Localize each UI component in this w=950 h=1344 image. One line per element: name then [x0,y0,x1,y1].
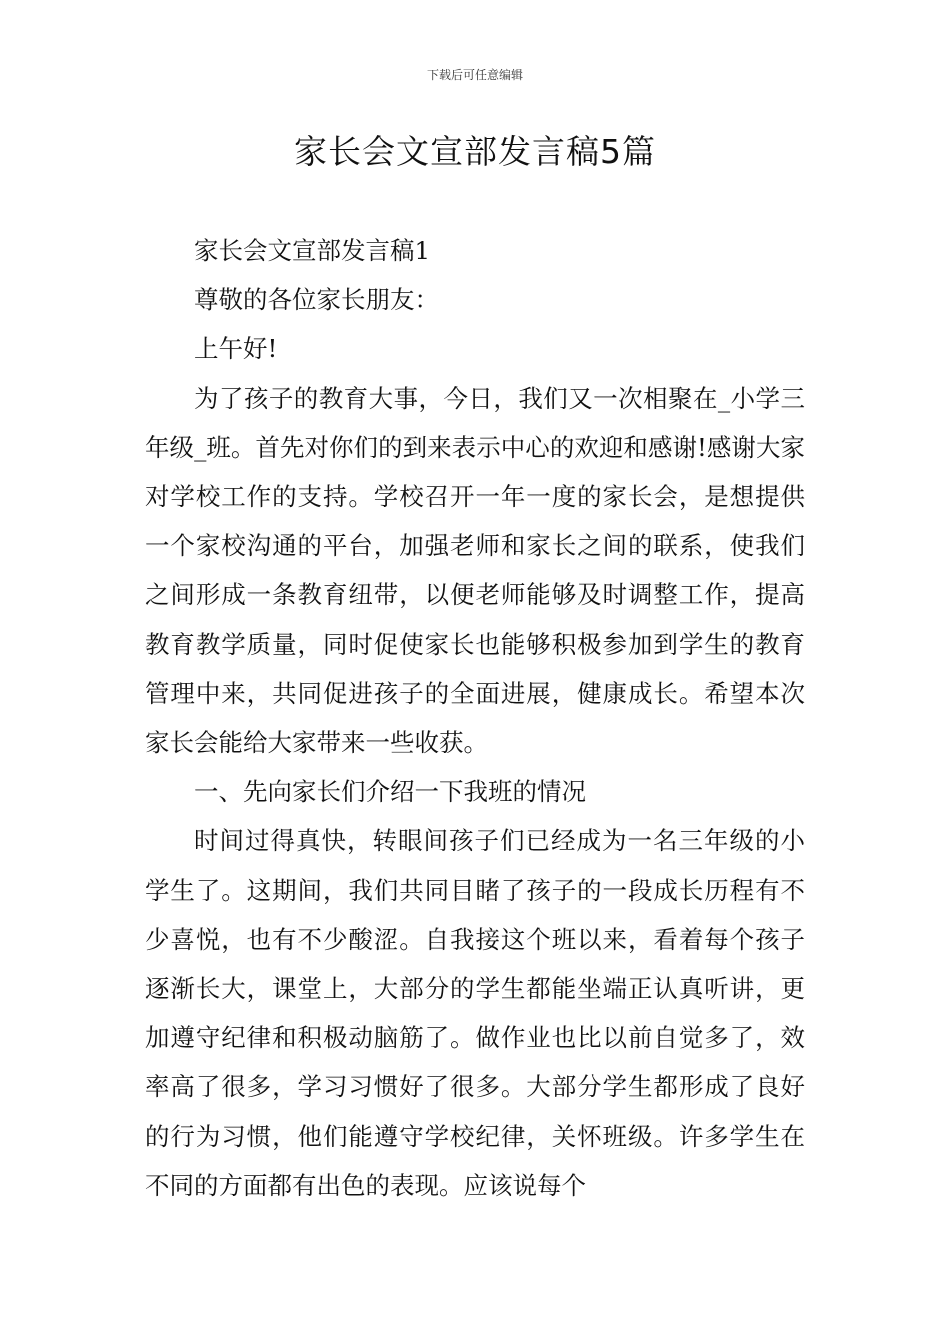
section-heading: 家长会文宣部发言稿1 [194,236,431,265]
document-body [145,226,805,1210]
body-paragraph: 为了孩子的教育大事，今日，我们又一次相聚在_小学三年级_班。首先对你们的到来表示中心的欢迎和感谢!感谢大家对学校工作的支持。学校召开一年一度的家长会，是想提供一个家校沟通的平台，加强老师和家长之间的联系，使我们之间形成一条教育纽带，以便老师能够及时调整工作，提高教育教学质量，同时促使家长也能够积极参加到学生的教育管理中来，共同促进孩子的全面进展，健康成长。希望本次家长会能给大家带来一些收获。 [145,383,805,758]
body-paragraph: 时间过得真快，转眼间孩子们已经成为一名三年级的小学生了。这期间，我们共同目睹了孩子的一段成长历程有不少喜悦，也有不少酸涩。自我接这个班以来，看着每个孩子逐渐长大，课堂上，大部分的学生都能坐端正认真听讲，更加遵守纪律和积极动脑筋了。做作业也比以前自觉多了，效率高了很多，学习习惯好了很多。大部分学生都形成了良好的行为习惯，他们能遵守学校纪律，关怀班级。许多学生在不同的方面都有出色的表现。应该说每个 [145,826,805,1200]
salutation: 尊敬的各位家长朋友： [194,285,439,315]
header-note: 下载后可任意编辑 [426,68,523,82]
greeting: 上午好! [194,334,278,364]
subsection-heading: 一、先向家长们介绍一下我班的情况 [194,777,586,807]
document-title: 家长会文宣部发言稿5篇 [294,132,656,171]
